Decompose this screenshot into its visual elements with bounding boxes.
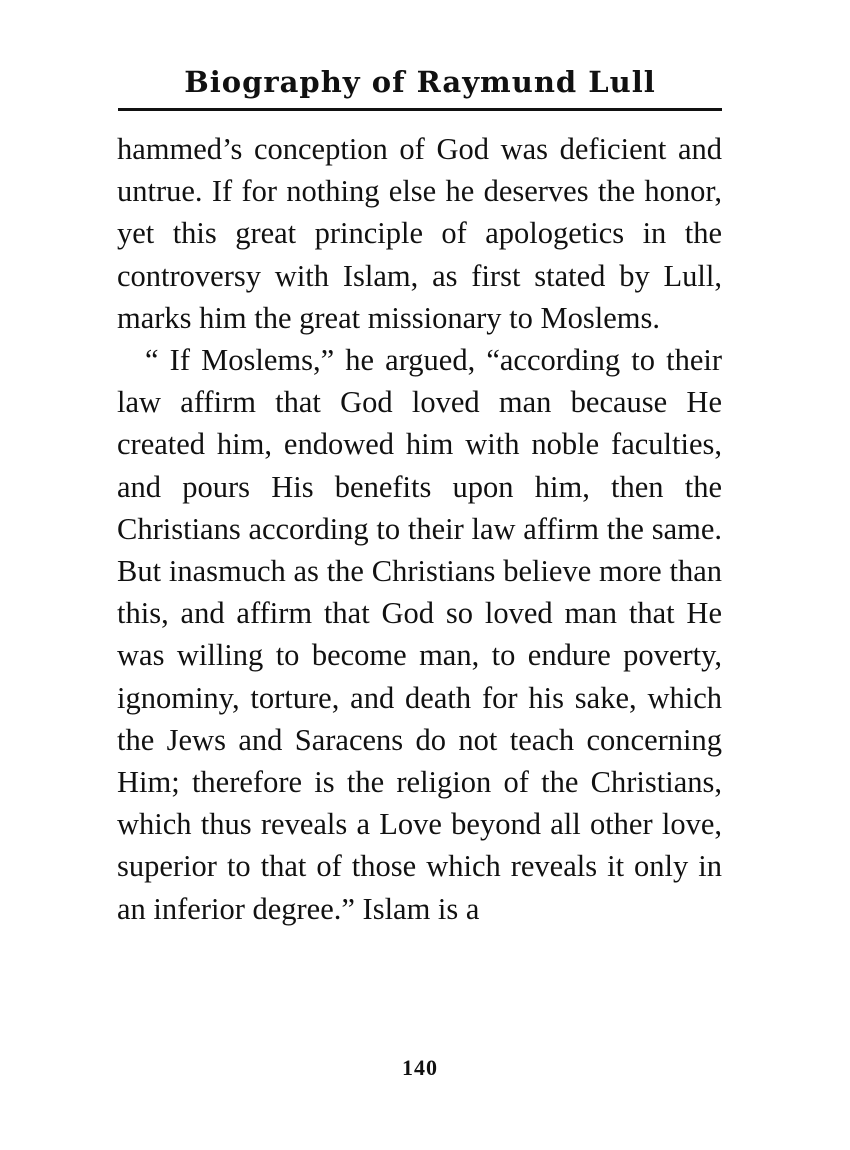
page-number: 140 xyxy=(402,1055,438,1080)
paragraph: “ If Moslems,” he argued, “according to their law affirm that God loved man because He created him, endowed him with noble faculties, and pours His benefits upon him, then the Christians according to their law affirm the same. But inasmuch as the Christians believe more than this, and affirm that God so loved man that He was willing to become man, to endure poverty, ignominy, torture, and death for his sake, which the Jews and Saracens do not teach concerning Him; therefore is the religion of the Christians, which thus reveals a Love beyond all other love, superior to that of those which reveals it only in an inferior degree.” Islam is a xyxy=(117,343,722,926)
paragraph: hammed’s conception of God was deficient and untrue. If for nothing else he deserves the honor, yet this great principle of apologetics in the controversy with Islam, as first stated by Lull, marks him the great missionary to Moslems. xyxy=(117,132,722,335)
header-rule xyxy=(118,108,722,111)
running-head-title: Biography of Raymund Lull xyxy=(184,65,656,99)
body-text xyxy=(117,128,722,930)
